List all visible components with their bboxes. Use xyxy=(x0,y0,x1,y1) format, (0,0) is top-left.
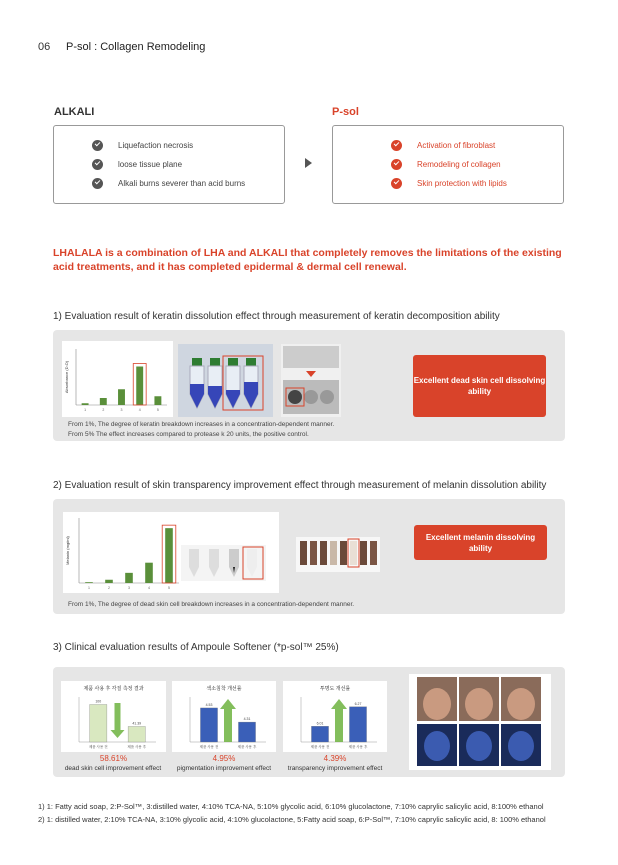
chart-bar xyxy=(200,708,217,742)
footnote-2: 2) 1: distilled water, 2:10% TCA-NA, 3:10% glycolic acid, 4:10% glucolactone, 5:Fatty acid soap, 6:P-Sol™, 7:10% caprylic salicylic acid, 8: 100% ethanol xyxy=(38,815,546,824)
clinical-chart-1-card xyxy=(61,681,166,752)
alkali-heading: ALKALI xyxy=(54,106,95,118)
check-icon xyxy=(391,159,402,170)
chart-bar xyxy=(145,563,153,583)
page-number: 06 xyxy=(38,41,51,53)
result-caption-1: dead skin cell improvement effect xyxy=(64,765,162,772)
tick-label: 제품 사용 전 xyxy=(310,745,330,749)
tick-label: 1 xyxy=(88,586,90,590)
chart-bar xyxy=(311,726,328,742)
arrow-right-icon xyxy=(305,158,312,168)
test-tubes-image xyxy=(178,344,273,417)
section1-note-line2: From 5% The effect increases compared to protease k 20 units, the positive control. xyxy=(68,431,309,438)
chart-title: 색소침착 개선률 xyxy=(206,686,242,692)
keratin-chart-card xyxy=(62,341,173,417)
y-axis-label: Melanin (mg/ml) xyxy=(65,536,70,565)
result-percent-2: 4.95% xyxy=(212,754,236,763)
chart-title: 제품 사용 후 각질 측정 결과 xyxy=(83,686,144,692)
alkali-item-text: Liquefaction necrosis xyxy=(118,141,194,150)
alkali-item-text: Alkali burns severer than acid burns xyxy=(118,179,246,188)
section3-title: 3) Clinical evaluation results of Ampoule Softener (*p-sol™ 25%) xyxy=(53,642,339,653)
section1-note-line1: From 1%, The degree of keratin breakdown increases in a concentration-dependent manner. xyxy=(68,421,335,428)
tick-label: 2 xyxy=(102,408,105,412)
chart-bar xyxy=(105,580,113,583)
list-item xyxy=(54,177,284,191)
y-axis-label: Absorbance (D.O) xyxy=(64,360,69,394)
tick-label: 1 xyxy=(84,408,87,412)
chart-bar xyxy=(165,528,173,583)
list-item xyxy=(333,158,563,172)
chart-bar xyxy=(82,403,89,405)
tick-label: 3 xyxy=(128,586,130,590)
data-label: 4.31 xyxy=(243,717,251,722)
chart-bar xyxy=(136,367,143,406)
tick-label: 제품 사용 후 xyxy=(348,745,368,749)
check-icon xyxy=(92,178,103,189)
tick-label: 제품 사용 전 xyxy=(88,745,108,749)
section3-panel xyxy=(53,667,565,777)
dead-skin-chart xyxy=(61,681,166,752)
list-item xyxy=(333,139,563,153)
pigmentation-chart xyxy=(172,681,276,752)
section2-panel xyxy=(53,499,565,614)
keratin-badge: Excellent dead skin cell dissolving ability xyxy=(413,355,546,417)
section1-panel xyxy=(53,330,565,441)
transparency-chart xyxy=(283,681,387,752)
section2-title: 2) Evaluation result of skin transparency improvement effect through measurement of melanin dissolution ability xyxy=(53,480,547,491)
data-label: 6.01 xyxy=(316,721,324,726)
tick-label: 2 xyxy=(108,586,110,590)
melanin-vials-image xyxy=(296,537,380,572)
chart-bar xyxy=(128,726,145,742)
data-label: 6.27 xyxy=(354,701,362,706)
arrow-up-icon xyxy=(331,699,347,742)
psol-list-box xyxy=(332,125,564,204)
result-caption-3: transparency improvement effect xyxy=(287,765,383,772)
tick-label: 4 xyxy=(148,586,150,590)
well-plate-image xyxy=(281,344,341,417)
chart-title: 투명도 개선률 xyxy=(319,686,351,692)
data-label: 100 xyxy=(95,699,102,704)
clinical-chart-2-card xyxy=(172,681,276,752)
result-percent-1: 58.61% xyxy=(99,754,128,763)
psol-item-text: Activation of fibroblast xyxy=(417,141,496,150)
alkali-item-text: loose tissue plane xyxy=(118,160,183,169)
arrow-down-icon xyxy=(111,703,125,738)
tick-label: 4 xyxy=(138,408,141,412)
keratin-plate-photo xyxy=(281,344,341,417)
chart-bar xyxy=(85,582,93,583)
tick-label: 5 xyxy=(156,408,159,412)
chart-bar xyxy=(238,722,255,742)
arrow-up-icon xyxy=(220,699,236,742)
psol-item-text: Skin protection with lipids xyxy=(417,179,507,188)
check-icon xyxy=(391,140,402,151)
chart-bar xyxy=(90,705,107,743)
tick-label: 3 xyxy=(120,408,123,412)
clinical-face-photos xyxy=(409,674,551,770)
list-item xyxy=(54,139,284,153)
list-item xyxy=(54,158,284,172)
data-label: 4.53 xyxy=(205,702,213,707)
tick-label: 제품 사용 후 xyxy=(127,745,147,749)
psol-item-text: Remodeling of collagen xyxy=(417,160,501,169)
check-icon xyxy=(92,140,103,151)
tick-label: 5 xyxy=(168,586,170,590)
psol-heading: P-sol xyxy=(332,106,359,118)
page-title: P-sol : Collagen Remodeling xyxy=(66,41,206,53)
tick-label: 제품 사용 전 xyxy=(199,745,219,749)
chart-bar xyxy=(118,389,125,405)
section1-title: 1) Evaluation result of keratin dissolution effect through measurement of keratin decomposition ability xyxy=(53,311,500,322)
data-label: 41.39 xyxy=(132,721,142,726)
check-icon xyxy=(391,178,402,189)
keratin-tubes-photo xyxy=(178,344,273,417)
tick-label: 제품 사용 후 xyxy=(237,745,257,749)
clinical-chart-3-card xyxy=(283,681,387,752)
section2-note: From 1%, The degree of dead skin cell breakdown increases in a concentration-dependent manner. xyxy=(68,601,355,608)
melanin-tubes-image xyxy=(181,545,266,581)
result-percent-3: 4.39% xyxy=(323,754,347,763)
footnote-1: 1) 1: Fatty acid soap, 2:P-Sol™, 3:distilled water, 4:10% TCA-NA, 5:10% glycolic acid, 6:10% glucolactone, 7:10% caprylic salicylic acid, 8:100% ethanol xyxy=(38,802,544,811)
chart-bar xyxy=(125,573,133,583)
face-photos-image xyxy=(409,674,551,770)
result-caption-2: pigmentation improvement effect xyxy=(176,765,272,772)
chart-bar xyxy=(349,707,366,742)
chart-bar xyxy=(100,398,107,405)
check-icon xyxy=(92,159,103,170)
alkali-list-box xyxy=(53,125,285,204)
melanin-vials-photo xyxy=(296,537,380,572)
melanin-tubes-photo xyxy=(181,545,266,581)
chart-bar xyxy=(154,396,161,405)
keratin-bar-chart xyxy=(62,341,173,417)
headline: LHALALA is a combination of LHA and ALKALI that completely removes the limitations of the existing acid treatments, and it has completed epidermal & dermal cell renewal. xyxy=(53,247,562,273)
melanin-badge: Excellent melanin dissolving ability xyxy=(414,525,547,560)
list-item xyxy=(333,177,563,191)
